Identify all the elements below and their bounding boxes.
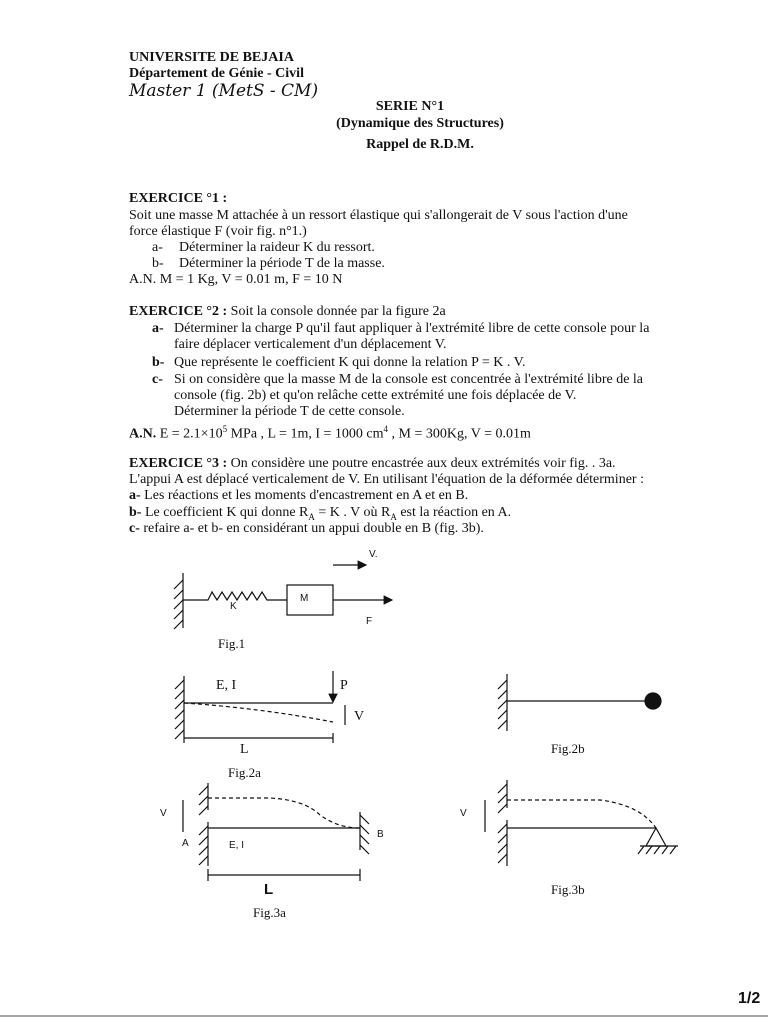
ex1-a-marker: a-: [152, 240, 163, 255]
ex1-title: EXERCICE °1 :: [129, 191, 228, 206]
ex2-c-marker: c-: [152, 372, 163, 387]
ex1-line1: Soit une masse M attachée à un ressort élastique qui s'allongerait de V sous l'action d'une: [129, 208, 628, 223]
ex1-b-text: Déterminer la période T de la masse.: [179, 256, 385, 271]
ex2-a-line2: faire déplacer verticalement d'un déplacement V.: [174, 337, 447, 352]
ex2-intro: Soit la console donnée par la figure 2a: [230, 304, 446, 319]
ex3-title: EXERCICE °3 :: [129, 456, 228, 471]
fig3a-right-wall-icon: [360, 812, 369, 854]
fig1-v-label: V.: [369, 549, 378, 560]
ex2-c-line1: Si on considère que la masse M de la console est concentrée à l'extrémité libre de la: [174, 372, 644, 387]
ex3-a-marker: a-: [129, 488, 141, 503]
ex2-b-text: Que représente le coefficient K qui donne la relation P = K . V.: [174, 355, 526, 370]
fig3b-deformed-shape: [507, 800, 656, 828]
handwritten-class-note: Master 1 (MetS - CM): [129, 81, 319, 101]
fig2a-ei-label: E, I: [216, 678, 237, 693]
fig3b-caption: Fig.3b: [551, 882, 585, 897]
ex2-an-rest2: , M = 300Kg, V = 0.01m: [388, 426, 531, 442]
department-name: Département de Génie - Civil: [129, 66, 304, 81]
ex2-an-e-exp: 5: [222, 424, 228, 434]
ex3-b-post: est la réaction en A.: [396, 505, 512, 520]
fig3a-left-wall-upper-icon: [199, 783, 208, 815]
fig2b-mass-dot: [645, 693, 661, 709]
ex1-line2: force élastique F (voir fig. n°1.): [129, 224, 307, 239]
ex2-an-i-exp: 4: [383, 424, 389, 434]
ex3-b-sub1: A: [308, 511, 315, 522]
fig1-mass-box: [287, 585, 333, 615]
ex3-b-sub2: A: [390, 511, 397, 522]
fig3a-v-label: V: [160, 808, 167, 819]
fig2b-wall-icon: [498, 674, 507, 731]
fig3a-left-wall-lower-icon: [199, 822, 208, 866]
fig1-f-label: F: [366, 616, 373, 627]
rappel-title: Rappel de R.D.M.: [366, 137, 474, 152]
fig3a-ei-label: E, I: [229, 840, 245, 851]
fig3a-caption: Fig.3a: [253, 905, 286, 920]
fig2a-l-label: L: [240, 742, 249, 757]
fig3a-deformed-shape: [208, 798, 360, 828]
ex3-line2: L'appui A est déplacé verticalement de V. En utilisant l'équation de la déformée déterminer :: [129, 472, 644, 487]
fig3b-left-wall-upper-icon: [498, 780, 507, 813]
page-number: 1/2: [738, 990, 761, 1007]
ex3-b-mid: = K . V où R: [314, 505, 391, 520]
fig3b-v-label: V: [460, 808, 467, 819]
ex2-b-marker: b-: [152, 355, 165, 370]
fig3a-l-label: L: [264, 881, 274, 898]
fig2a-v-label: V: [354, 709, 365, 724]
fig2b-caption: Fig.2b: [551, 741, 585, 756]
fig1-caption: Fig.1: [218, 636, 246, 651]
fig2a-caption: Fig.2a: [228, 765, 261, 780]
fig1-wall-icon: [174, 573, 183, 629]
ex2-c-line3: Déterminer la période T de cette console.: [174, 404, 405, 419]
ex3-intro: On considère une poutre encastrée aux deux extrémités voir fig. . 3a.: [230, 456, 616, 471]
fig2a-deformed-shape: [184, 703, 333, 722]
university-name: UNIVERSITE DE BEJAIA: [129, 50, 294, 65]
ex2-c-line2: console (fig. 2b) et qu'on relâche cette extrémité une fois déplacée de V.: [174, 388, 577, 403]
ex1-b-marker: b-: [152, 256, 164, 271]
ex2-title: EXERCICE °2 :: [129, 304, 228, 319]
ex2-an-label: A.N.: [129, 426, 157, 442]
fig3b-pin-support-icon: [638, 828, 678, 854]
fig2a-wall-icon: [175, 676, 184, 739]
ex2-a-line1: Déterminer la charge P qu'il faut appliquer à l'extrémité libre de cette console pour la: [174, 321, 650, 336]
fig3a-a-label: A: [182, 838, 189, 849]
ex1-application: A.N. M = 1 Kg, V = 0.01 m, F = 10 N: [129, 272, 343, 287]
ex3-b-marker: b-: [129, 505, 142, 520]
serie-title: SERIE N°1: [375, 99, 445, 114]
fig1-spring: [183, 592, 287, 600]
ex1-a-text: Déterminer la raideur K du ressort.: [179, 240, 375, 255]
ex2-an-rest1: MPa , L = 1m, I = 1000 cm: [227, 426, 384, 442]
fig3b-left-wall-lower-icon: [498, 820, 507, 866]
ex3-c-marker: c-: [129, 521, 140, 536]
fig2a-p-label: P: [340, 678, 348, 693]
subject-title: (Dynamique des Structures): [336, 116, 504, 131]
ex2-a-marker: a-: [152, 321, 164, 336]
fig3a-b-label: B: [377, 829, 384, 840]
ex3-a-text: Les réactions et les moments d'encastrement en A et en B.: [144, 488, 469, 503]
ex3-c-text: refaire a- et b- en considérant un appui double en B (fig. 3b).: [143, 521, 484, 536]
fig1-m-label: M: [300, 593, 309, 604]
fig1-k-label: K: [230, 601, 237, 612]
ex2-an-e: E = 2.1×10: [159, 426, 223, 442]
ex3-b-pre: Le coefficient K qui donne R: [144, 505, 309, 520]
